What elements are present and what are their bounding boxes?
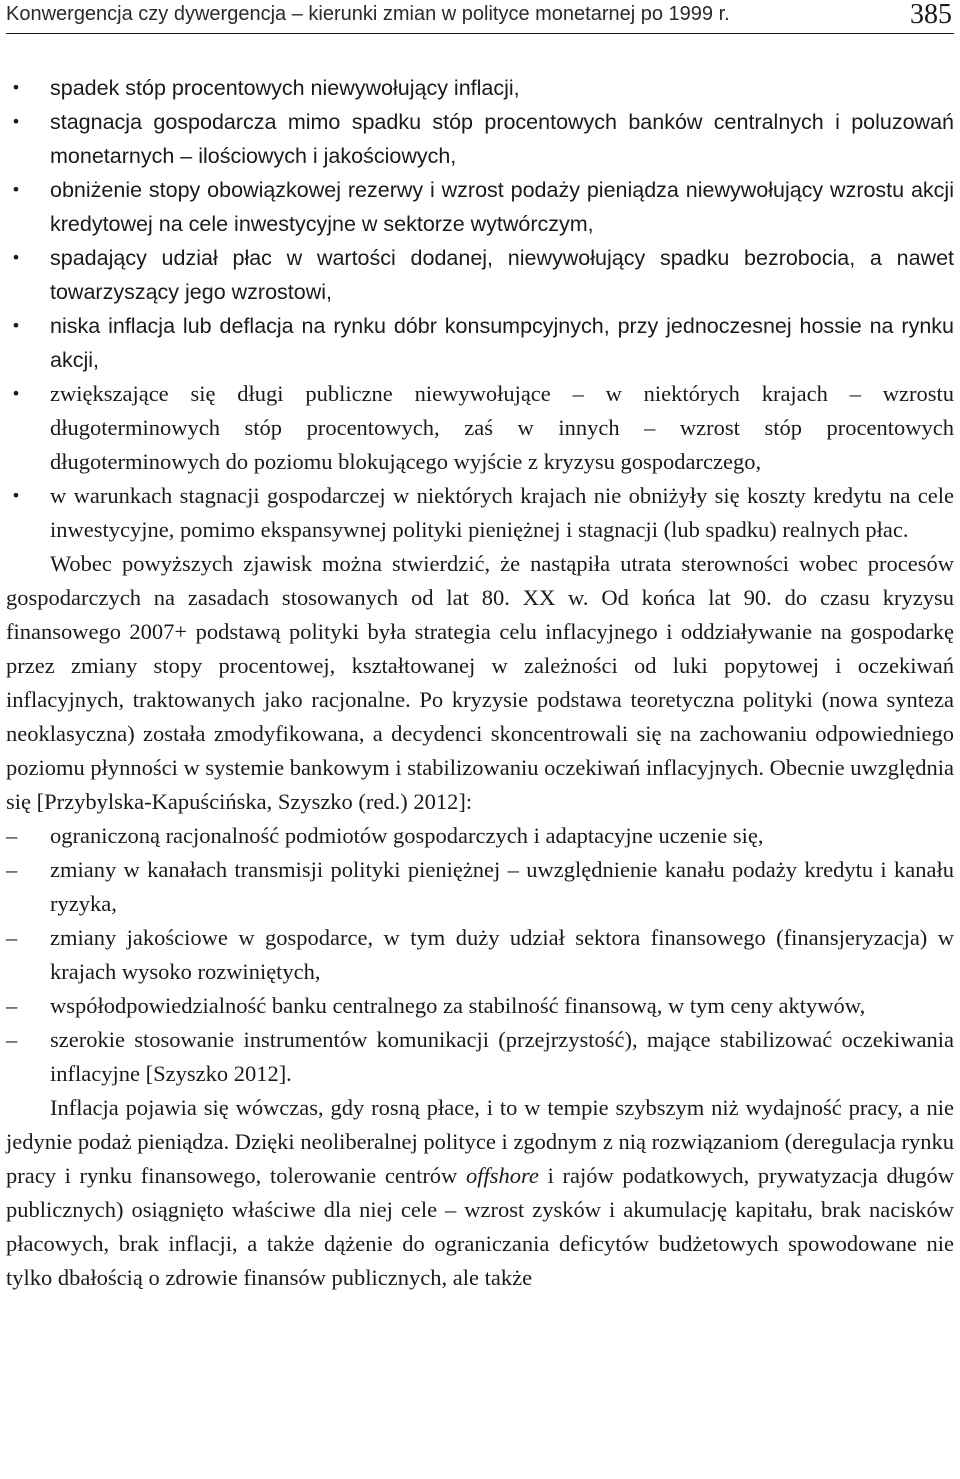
bullet-icon: • xyxy=(11,248,21,267)
bullet-list xyxy=(6,71,954,547)
dash-icon: – xyxy=(6,823,18,848)
list-item-text: zwiększające się długi publiczne niewywołujące – w niektórych krajach – wzrostu długoterminowych stóp procentowych, zaś w innych – wzrost stóp procentowych długoterminowych do poziomu blokującego wyjście z kryzysu gospodarczego, xyxy=(50,381,954,474)
list-item xyxy=(6,989,954,1023)
paragraph-text: i rajów podatkowych, prywatyzacja długów publicznych) osiągnięto właściwe dla niej cele – wzrost zysków i akumulację kapitału, brak nacisków płacowych, brak inflacji, a także dążenie do ograniczania deficytów budżetowych spowodowane nie tylko dbałością o zdrowie finansów publicznych, ale także xyxy=(6,1163,954,1290)
bullet-icon: • xyxy=(11,78,21,97)
list-item xyxy=(6,309,954,377)
list-item xyxy=(6,921,954,989)
paragraph: Wobec powyższych zjawisk można stwierdzić, że nastąpiła utrata sterowności wobec procesów gospodarczych na zasadach stosowanych od lat 80. XX w. Od końca lat 90. do czasu kryzysu finansowego 2007+ podstawą polityki była strategia celu inflacyjnego i oddziaływanie na gospodarkę przez zmiany stopy procentowej, kształtowanej w zależności od luki popytowej i oczekiwań inflacyjnych, traktowanych jako racjonalne. Po kryzysie podstawa teoretyczna polityki (nowa synteza neoklasyczna) została zmodyfikowana, a decydenci skoncentrowali się na zachowaniu odpowiedniego poziomu płynności w systemie bankowym i stabilizowaniu oczekiwań inflacyjnych. Obecnie uwzględnia się [Przybylska-Kapuścińska, Szyszko (red.) 2012]: xyxy=(6,551,954,814)
dash-list xyxy=(6,819,954,1091)
list-item-text: spadający udział płac w wartości dodanej, niewywołujący spadku bezrobocia, a nawet towarzyszący jego wzrostowi, xyxy=(50,246,954,304)
page-header xyxy=(6,0,954,34)
list-item-text: zmiany jakościowe w gospodarce, w tym duży udział sektora finansowego (finansjeryzacja) w krajach wysoko rozwiniętych, xyxy=(50,925,954,984)
list-item xyxy=(6,1023,954,1091)
list-item xyxy=(6,377,954,479)
bullet-icon: • xyxy=(11,486,21,505)
paragraph-text: Inflacja pojawia się wówczas, gdy rosną płace, i to w tempie szybszym niż wydajność pracy, a nie jedynie podaż pieniądza. Dzięki neoliberalnej polityce i zgodnym z nią rozwiązaniom (deregulacja rynku pracy i rynku finansowego, tolerowanie centrów xyxy=(6,1095,954,1188)
list-item-text: spadek stóp procentowych niewywołujący inflacji, xyxy=(50,76,520,100)
list-item xyxy=(6,853,954,921)
running-title: Konwergencja czy dywergencja – kierunki zmian w polityce monetarnej po 1999 r. xyxy=(6,3,730,25)
list-item-text: niska inflacja lub deflacja na rynku dóbr konsumpcyjnych, przy jednoczesnej hossie na rynku akcji, xyxy=(50,314,954,372)
list-item xyxy=(6,819,954,853)
list-item xyxy=(6,241,954,309)
list-item-text: ograniczoną racjonalność podmiotów gospodarczych i adaptacyjne uczenie się, xyxy=(50,823,764,848)
dash-icon: – xyxy=(6,1027,18,1052)
list-item-text: w warunkach stagnacji gospodarczej w niektórych krajach nie obniżyły się koszty kredytu na cele inwestycyjne, pomimo ekspansywnej polityki pieniężnej i stagnacji (lub spadku) realnych płac. xyxy=(50,483,954,542)
bullet-icon: • xyxy=(11,180,21,199)
page-number: 385 xyxy=(910,0,952,30)
list-item-text: zmiany w kanałach transmisji polityki pieniężnej – uwzględnienie kanału podaży kredytu i kanału ryzyka, xyxy=(50,857,954,916)
list-item xyxy=(6,105,954,173)
dash-icon: – xyxy=(6,857,18,882)
bullet-icon: • xyxy=(11,316,21,335)
list-item xyxy=(6,173,954,241)
bullet-icon: • xyxy=(11,384,21,403)
list-item xyxy=(6,71,954,105)
italic-term: offshore xyxy=(465,1163,539,1188)
bullet-icon: • xyxy=(11,112,21,131)
list-item-text: szerokie stosowanie instrumentów komunikacji (przejrzystość), mające stabilizować oczekiwania inflacyjne [Szyszko 2012]. xyxy=(50,1027,954,1086)
list-item-text: obniżenie stopy obowiązkowej rezerwy i wzrost podaży pieniądza niewywołujący wzrostu akcji kredytowej na cele inwestycyjne w sektorze wytwórczym, xyxy=(50,178,954,236)
list-item xyxy=(6,479,954,547)
list-item-text: współodpowiedzialność banku centralnego za stabilność finansową, w tym ceny aktywów, xyxy=(50,993,866,1018)
paragraph xyxy=(6,1091,954,1295)
page-body xyxy=(6,71,954,1295)
dash-icon: – xyxy=(6,925,18,950)
dash-icon: – xyxy=(6,993,18,1018)
list-item-text: stagnacja gospodarcza mimo spadku stóp procentowych banków centralnych i poluzowań monetarnych – ilościowych i jakościowych, xyxy=(50,110,954,168)
